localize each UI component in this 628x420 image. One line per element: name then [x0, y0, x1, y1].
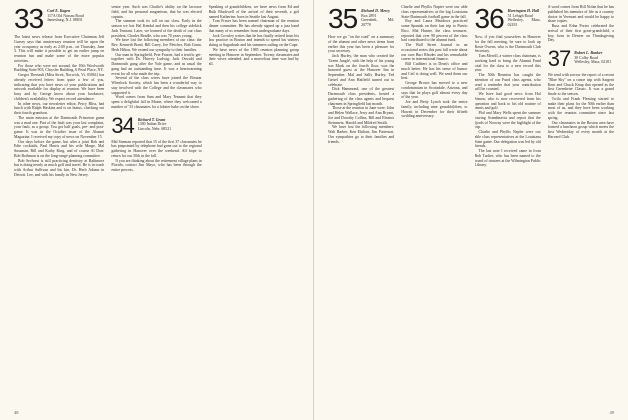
secretary-city: Wellesley, Mass. 02181: [507, 18, 541, 27]
secretary-street: Box 2891: [361, 13, 377, 18]
paragraph: Tom Fraser has been named chairman of the reunion dinner committee. He has already signed up a jazz band that many of us remember from undergraduate days.: [208, 19, 299, 33]
class-year-header: [111, 112, 201, 138]
secretary-name: Richard D. Mercy: [361, 9, 391, 13]
paragraph: Russ and Edna Porter celebrated the arrival of their first great-grandchild, a boy, born in Denver on Thanksgiving Day.: [547, 24, 614, 43]
paragraph: Charlie and Phyllis Napier were our able class representatives at the big Louisiana State-Dartmouth football game in the fall.: [401, 5, 468, 19]
paragraph: The Wall Street Journal in an occasional series this past fall wrote about our own Burt Rhodes and his remarkable career in international finance.: [401, 43, 468, 62]
right-page-columns: [328, 5, 614, 401]
class-notes-column: [14, 5, 104, 401]
class-secretary-address: [47, 7, 84, 23]
secretary-street: 51 Lehigh Road: [507, 13, 533, 18]
paragraph: Now, if you find yourselves in Hanover for the fall meeting, be sure to look up Rosie Owens, who is the Dartmouth Club Secretary.: [474, 35, 541, 54]
paragraph: We send with sorrow the report of a recent "Blue Sky" on a canoe trip with Sargent Kent and Chuck Knap that opened as the first Greenbrier Classic. It was a grand finale to the season.: [547, 73, 614, 96]
paragraph: The latest news release from Executive Chairman Jeff Gursey says that anniversary reunion will be upon the year occupancy as early as 2:00 p.m., on Thursday, June 3. This will make it possible to get an earlier jump on reunion fun and make some of the more popular activities.: [14, 35, 105, 63]
paragraph: A word comes from Bill Nolan that he has published his memoirs of life as a country doctor in Vermont and would be happy to share copies.: [547, 5, 614, 24]
paragraph: We have news of the 1985 reunion planning group meeting in Hanover in September. Twenty classmates and their wives attended, and a marvelous time was had by all.: [208, 47, 299, 66]
paragraph: Charlie and Phyllis Nepler were our able class representatives at the Louisiana State game. Our delegation was led by old friends.: [474, 130, 541, 149]
paragraph: In other news, our newsletter editor, Percy Bliss, had lunch with Ralph Haskins and is on hiatus, checking out their fourth grandson.: [14, 101, 105, 115]
paragraph: Bill Cuthbert is in Dean's office and much better. He has his sense of humor and Ceil is doing well. We send them our best.: [401, 62, 468, 81]
right-page: [314, 0, 628, 420]
secretary-name: Carl E. Kagen: [47, 9, 71, 13]
class-notes-column: [401, 5, 467, 401]
secretary-name: Robert L. Banker: [574, 51, 603, 55]
class-notes-column: [475, 5, 541, 401]
secretary-name: Harrington H. Hall: [507, 9, 540, 13]
left-page-columns: [14, 5, 299, 401]
class-notes-column: [209, 5, 299, 401]
secretary-street: 117A Old Nassau Road: [47, 13, 84, 18]
paragraph: Mal Seaman reported that 15 of the first 37 classmates he has pinpointed by telephone had gone out to the regional gathering in Hanover over the weekend. All hope to return for our 50th in the fall.: [111, 139, 202, 158]
paragraph: Word comes from Sam and Mary Tennant that they spent a delightful fall in Maine, where they welcomed a number of '33 classmates for a lobster bake on the shore.: [111, 95, 202, 109]
paragraph: Gregor Theriault (Miss Streit, Norwich, Vt. 05061) has already received letters from quite a few of you, indicating that you have news of your publications and artwork available for display at reunion. We have been busy and by George know about your bookstore, children's availability. We expect record attendance.: [14, 73, 105, 101]
paragraph: Jack Hurley, the man who created the 'Green Jungle', with the help of his young son Mark on the fourth floor, was the honored guest at the Hanover Inn in September. Mal and Sally Hurley, Ted Geisel and Ann Hatfield turned out to celebrate.: [328, 54, 395, 87]
page-number: 49: [609, 410, 614, 415]
paragraph: We have had good news from Hal Simon, who is now recovered from his operation and back to his old routine of tennis and golf.: [474, 92, 541, 111]
paragraph: Twila and Frank Fleming started to make their plans for the 50th earlier than most of us, and they have been working with the reunion committee since last spring.: [547, 96, 614, 120]
class-year-header: [474, 5, 541, 34]
paragraph: The summer took its toll on our class. Early in the season we lost Hal Kendal and then his college sidekick Jack Tennant. Later, we learned of the death of our class president, Charles Beadle, who was 70 years young.: [111, 19, 202, 38]
paragraph: Our man in Springfield, Pete Frazier, had a terrific get-together with Dr. Harvey Ludwig, Jack Oswald and Dartmouth gang after the Yale game, and as usual the gang had an outstanding time. It was a heartwarming event for all who made the trip.: [111, 52, 202, 76]
class-year-number: 33: [14, 5, 44, 34]
secretary-city: Lincoln, Nebr. 68521: [137, 126, 172, 131]
secretary-city: Wellesley, Mass. 02181: [574, 60, 612, 65]
class-year-header: [547, 46, 614, 71]
paragraph: Our days before the game, but after a joint Bob and Edie cocktails, Paul Harris and his wife Marge, Mal Sussman, Bill and Kathy King, and of course Al Dorr. Bob Rothman is on the long-range planning committee.: [14, 139, 105, 158]
secretary-city: Greenbelt, Md. 20770: [361, 18, 395, 27]
paragraph: Tom Merrill, a winter class chairman, is working hard to bring the Alumni Fund total for the class to a new record this year.: [474, 54, 541, 73]
class-notes-column: [328, 5, 394, 401]
paragraph: Bob Sechrest is still practicing dentistry at Baltimore but is doing nearly as much golf and travel. He is in touch with Arthur Sullivan and his kin, Dr. Herb Adams in Detroit. Lee, and with his family in New Jersey.: [14, 158, 105, 177]
paragraph: Roy and Laura Meadows practiced some Spanish on their last trip to Puerto Rico. Mal Hunter, the class treasurer, reported that over 90 percent of the class had contributed to the alumni fund.: [401, 19, 468, 43]
class-notes-column: [111, 5, 201, 401]
secretary-street: 1300 Indian Drive: [137, 122, 167, 127]
class-secretary-address: [138, 116, 171, 132]
paragraph: senior year. Such was Charlie's ability on the lacrosse field, and his personal magnetism, that he was elected captain.: [111, 5, 202, 19]
paragraph: Several of the class wives have joined the Eleazar Wheelock Society, which has been a wonderful way to stay involved with the College and the classmates who supported it.: [111, 76, 202, 95]
paragraph: We have lost the following members: Walt Barber, Ken Ehrhart, Jim Patterson. Our sympathies go to their families and friends.: [328, 125, 395, 144]
paragraph: If you are thinking about the retirement village plans in Florida, contact Jim Mayo, who has been through the entire process.: [111, 158, 202, 172]
class-year-header: [328, 5, 395, 34]
paragraph: The 50th Reunion has caught the attention of our Fund class agents, who send a reminder that your contribution will be counted.: [474, 73, 541, 92]
class-secretary-address: [361, 7, 394, 27]
paragraph: Dick Hammond, one of the greatest Dartmouth class presidents, hosted a gathering of the class agents and bequest chairmen in Springfield last month.: [328, 87, 395, 106]
paragraph: Those at the reunion in June were: John and Helen Wallace, Jerry and Ann Bryant, Joe and Dorothy Collins, Bill and Eleanor Steinmetz, Harold and Mildred Smith.: [328, 106, 395, 125]
paragraph: Speaking of grandchildren, we have news from Ed and Ruth Blackwell of the arrival of their seventh, a girl named Katherine, born in Seattle last August.: [208, 5, 299, 19]
secretary-city: Jamesburg, N.J. 08831: [47, 18, 83, 23]
secretary-name: Richard T. Grant: [137, 117, 166, 122]
class-notes-column: [548, 5, 614, 401]
class-secretary-address: [508, 7, 541, 27]
class-secretary-address: [574, 49, 611, 65]
class-year-number: 35: [328, 5, 358, 34]
paragraph: The main mission at the Dartmouth Princeton game was a mad one. Part of the fault was your last complaint, your fault, as a group. You got half goals, pre- and post-game. It was in the October issue of the Alumni Magazine. I received my copy of news on November 15.: [14, 115, 105, 139]
page-number: 48: [14, 410, 19, 415]
paragraph: Our classmates in the Boston area have formed a luncheon group which meets the first Wednesday of every month at the Harvard Club.: [547, 120, 614, 139]
paragraph: George Brown has moved to a new condominium in Scottsdale, Arizona, and says that he plays golf almost every day of the year.: [401, 81, 468, 100]
paragraph: The last note I received came in from Bob Tucker, who has been named to the board of trustees at the Wilmington Public Library.: [474, 149, 541, 168]
secretary-street: 30 Colby Road: [574, 55, 598, 60]
class-year-number: 37: [547, 46, 571, 71]
paragraph: Phil and Mary Wells spent the summer touring Scandinavia and report that the fjords of Norway were the highlight of the trip.: [474, 111, 541, 130]
class-year-number: 36: [474, 5, 504, 34]
class-year-header: [14, 5, 104, 34]
class-year-number: 34: [111, 112, 134, 138]
paragraph: For those who were not around, the 10th Woolworth Building Suite 903, Chrysler Building, 6 Pearl Place, NY.: [14, 63, 105, 73]
paragraph: We have lost the following members of our class: the Rev. Kenneth Bond, Bill Carey, Joe Fletcher, Bob Grant, Herb Hilton. We extend our sympathy to their families.: [111, 38, 202, 52]
paragraph: Joe and Betty Lynch took the entire family, including nine grandchildren, to Hawaii in December for their fiftieth wedding anniversary.: [401, 100, 468, 119]
paragraph: How we go "on the road" on a summary of the alumni and other news items from earlier this year has been a pleasure for your secretary.: [328, 35, 395, 54]
paragraph: Jack Crowley writes that he has finally retired from his law practice in Boston and intends to spend his winters skiing at Sugarbush and his summers sailing on the Cape.: [208, 33, 299, 47]
